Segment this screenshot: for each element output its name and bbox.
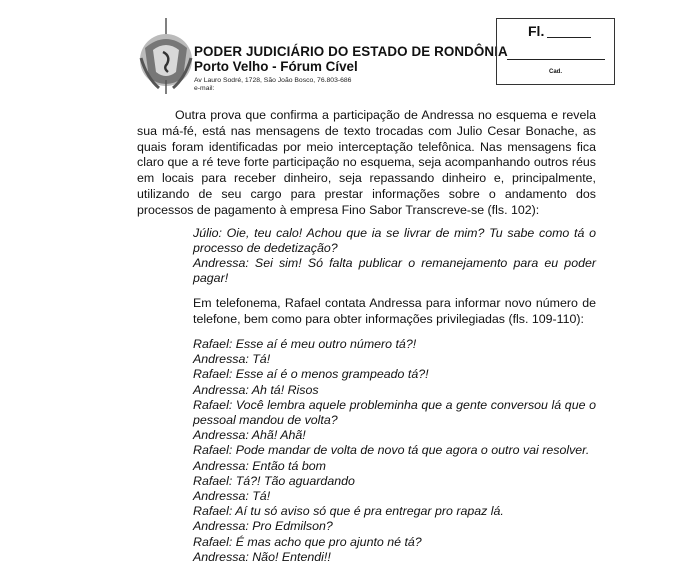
court-name: PODER JUDICIÁRIO DO ESTADO DE RONDÔNIA xyxy=(194,44,508,59)
quote-block-2 xyxy=(193,337,596,565)
coat-of-arms-icon xyxy=(137,18,195,94)
quote-line: Andressa: Tá! xyxy=(193,489,271,504)
quote-line: Rafael: Esse aí é meu outro número tá?! xyxy=(193,336,417,351)
document-body xyxy=(137,108,596,565)
quote-line: Rafael: Tá?! Tão aguardando xyxy=(193,473,355,488)
quote-line: Rafael: Aí tu só aviso só que é pra entregar pro rapaz lá. xyxy=(193,504,504,519)
court-address: Av Lauro Sodré, 1728, São João Bosco, 76.803-686 xyxy=(194,77,352,84)
quote-line: Andressa: Pro Edmilson? xyxy=(193,519,333,534)
cad-label: Cad. xyxy=(548,69,562,75)
page-stamp-box xyxy=(496,18,615,85)
quote-line: Andressa: Então tá bom xyxy=(193,458,326,473)
quote-line: Júlio: Oie, teu calo! Achou que ia se livrar de mim? Tu sabe como tá o processo de dedetização? xyxy=(193,225,596,255)
quote-line: Andressa: Tá! xyxy=(193,352,271,367)
quote-line: Andressa: Não! Entendi!! xyxy=(193,549,331,564)
fl-blank-line xyxy=(547,37,591,38)
quote-line: Rafael: Pode mandar de volta de novo tá que agora o outro vai resolver. xyxy=(193,443,590,458)
quote-block-1 xyxy=(193,226,596,287)
quote-line: Rafael: Você lembra aquele probleminha que a gente conversou lá que o pessoal mandou de volta? xyxy=(193,397,596,427)
quote-line: Rafael: É mas acho que pro ajunto né tá? xyxy=(193,534,422,549)
document-header xyxy=(194,44,508,93)
signature-line xyxy=(507,59,605,60)
body-paragraph-1: Outra prova que confirma a participação de Andressa no esquema e revela sua má-fé, está nas mensagens de texto trocadas com Julio Cesar Bonache, as quais foram identificadas por meio interceptação telefônica. Nas mensagens fica claro que a ré teve forte participação no esquema, seja acompanhando outros réus em locais para receber dinheiro, seja repassando dinheiro e, principalmente, utilizando de seu cargo para prestar informações sobre o andamento dos processos de pagamento à empresa Fino Sabor Transcreve-se (fls. 102): xyxy=(137,108,596,217)
body-paragraph-2: Em telefonema, Rafael contata Andressa para informar novo número de telefone, bem como para obter informações privilegiadas (fls. 109-110): xyxy=(193,296,596,327)
quote-line: Rafael: Esse aí é o menos grampeado tá?! xyxy=(193,367,429,382)
court-email-label: e-mail: xyxy=(194,85,215,92)
fl-label: Fl. xyxy=(528,23,545,39)
quote-line: Andressa: Sei sim! Só falta publicar o remanejamento para eu poder pagar! xyxy=(193,255,596,286)
quote-line: Andressa: Ah tá! Risos xyxy=(193,382,319,397)
court-location: Porto Velho - Fórum Cível xyxy=(194,59,358,74)
quote-line: Andressa: Ahã! Ahã! xyxy=(193,428,306,443)
